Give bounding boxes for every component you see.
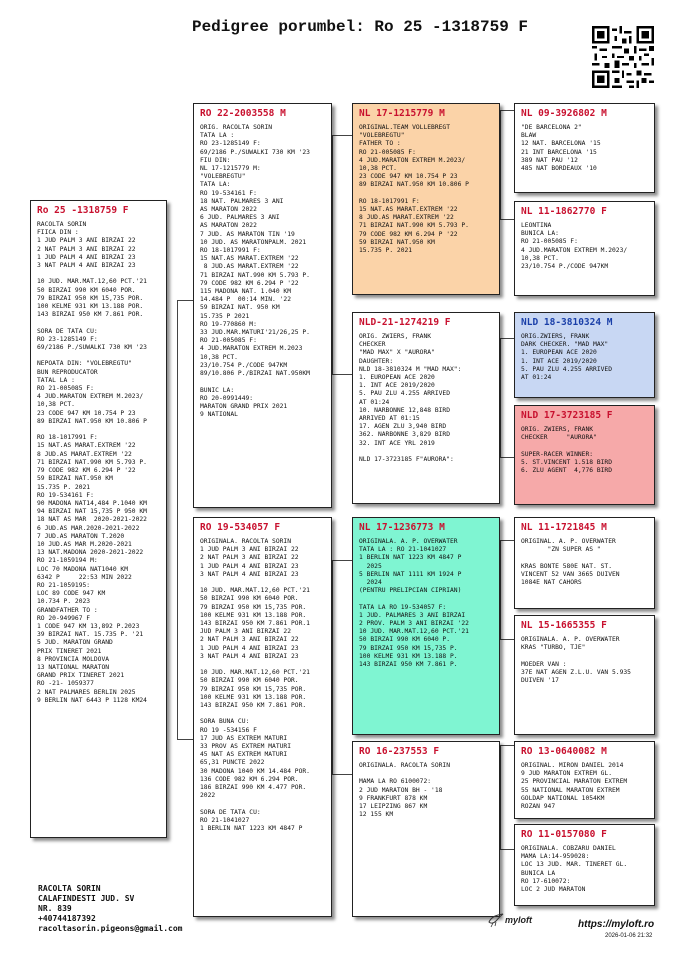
card-sire-dam[interactable] <box>352 312 500 504</box>
ring-number: NLD 18-3810324 M <box>521 317 613 328</box>
ring-number: NL 11-1721845 M <box>521 522 607 533</box>
card-sds[interactable] <box>514 312 655 398</box>
print-date: 2026-01-06 21:32 <box>605 933 653 939</box>
ring-number: RO 16-237553 F <box>359 746 440 757</box>
ring-number: RO 22-2003558 M <box>200 108 286 119</box>
website-link[interactable]: https://myloft.ro <box>578 919 655 930</box>
card-text: ORIG.ZWIERS, FRANK DARK CHECKER. "MAD MAX" 1. EUROPEAN ACE 2020 1. INT ACE 2019/2020 5. PAU ZLU 4.255 ARRIVED AT 01:24 <box>521 333 612 382</box>
card-dam[interactable] <box>193 517 332 917</box>
ring-number: NL 11-1862770 F <box>521 206 607 217</box>
ring-number: RO 19-534057 F <box>200 522 281 533</box>
connector-dam <box>332 560 352 775</box>
connector-sire <box>332 135 352 375</box>
card-text: ORIGINALA. A. P. OVERWATER KRAS "TURBO, TJE" MOEDER VAN : 37E NAT AGEN Z.L.U. VAN 5.935 DUIVEN '17 <box>521 636 631 685</box>
card-dsd[interactable] <box>514 615 655 735</box>
card-dam-sire[interactable] <box>352 517 500 735</box>
ring-number: NL 17-1236773 M <box>359 522 445 533</box>
connector-sd <box>500 338 514 458</box>
card-text: ORIG. RACOLTA SORIN TATA LA : RO 23-1285149 F: 69/2186 P./SUWALKI 730 KM '23 FIU DIN: NL 17-1215779 M: "VOLEBREGTU" TATA LA: RO 19-534161 F: 18 NAT. PALMARES 3 ANI AS MARATON 2022 6 JUD. PALMARES 3 ANI AS MARATON 2022 7 JUD. AS MARATON TIN '19 10 JUD. AS MARATONPALM. 2021 RO 18-1017991 F: 15 NAT.AS MARAT.EXTREM '22 8 JUD.AS MARAT.EXTREM '22 71 BIRZAI NAT.990 KM 5.793 P. 79 CODE 982 KM 6.294 P '22 115 MADONA NAT. 1.040 KM 14.484 P 00:14 MIN. '22 59 BIRZAI NAT. 950 KM 15.735 P 2021 RO 19-770860 M: 33 JUD.MAR.MATURI'21/26,25 P. RO 21-005085 F: 4 JUD.MARATON EXTREM M.2023 10,38 PCT. 23/10.754 P./CODE 947KM 89/10.806 P./BIRZAI NAT.950KM BUNIC LA: RO 20-0991449: MARATON GRAND PRIX 2021 9 NATIONAL <box>200 124 310 419</box>
card-text: ORIGINAL. A. P. OVERWATER "ZN SUPER AS " KRAS BONTE 580E NAT. ST. VINCENT 52 VAN 3665 DUIVEN 1084E NAT CAHORS <box>521 538 620 587</box>
ring-number: RO 11-0157080 F <box>521 829 607 840</box>
qr-code-icon <box>592 26 654 88</box>
card-dam-dam[interactable] <box>352 741 500 917</box>
myloft-logo: myloft <box>505 915 532 925</box>
card-text: ORIGINALA. RACOLTA SORIN 1 JUD PALM 3 ANI BIRZAI 22 2 NAT PALM 3 ANI BIRZAI 22 1 JUD PALM 4 ANI BIRZAI 23 3 NAT PALM 4 ANI BIRZAI 23 10 JUD. MAR.MAT.12,60 PCT.'21 50 BIRZAI 990 KM 6040 POR. 79 BIRZAI 950 KM 15,735 POR. 100 KELME 931 KM 13.188 POR. 143 BIRZAI 950 KM 7.861 POR.1 JUD PALM 3 ANI BIRZAI 22 2 NAT PALM 3 ANI BIRZAI 22 1 JUD PALM 4 ANI BIRZAI 23 3 NAT PALM 4 ANI BIRZAI 23 10 JUD. MAR.MAT.12,60 PCT.'21 50 BIRZAI 990 KM 6040 POR. 79 BIRZAI 950 KM 15,735 POR. 100 KELME 931 KM 13.188 POR. 143 BIRZAI 950 KM 7.861 POR. SORA BUNA CU: RO 19 -534156 F 17 JUD AS EXTREM MATURI 33 PROV AS EXTREM MATURI 45 NAT AS EXTREM MATURI 65,31 PUNCTE 2022 30 MADONA 1040 KM 14.484 POR. 136 CODE 982 KM 6.294 POR. 186 BIRZAI 990 KM 4.477 POR. 2022 SORA DE TATA CU: RO 21-1041027 1 BERLIN NAT 1223 KM 4847 P <box>200 538 310 833</box>
card-text: RACOLTA SORIN FIICA DIN : 1 JUD PALM 3 ANI BIRZAI 22 2 NAT PALM 3 ANI BIRZAI 22 1 JUD PALM 4 ANI BIRZAI 23 3 NAT PALM 4 ANI BIRZAI 23 10 JUD. MAR.MAT.12,60 PCT.'21 50 BIRZAI 990 KM 6040 POR. 79 BIRZAI 950 KM 15,735 POR. 100 KELME 931 KM 13.188 POR. 143 BIRZAI 950 KM 7.861 POR. SORA DE TATA CU: RO 23-1285149 F: 69/2186 P./SUWALKI 730 KM '23 NEPOATA DIN: "VOLEBREGTU" BUN REPRODUCATOR TATAL LA : RO 21-005085 F: 4 JUD.MARATON EXTREM M.2023/ 10,38 PCT. 23 CODE 947 KM 10.754 P 23 89 BIRZAI NAT.950 KM 10.806 P RO 18-1017991 F: 15 NAT.AS MARAT.EXTREM '22 8 JUD.AS MARAT.EXTREM '22 71 BIRZAI NAT.990 KM 5.793 P. 79 CODE 982 KM 6.294 P '22 59 BIRZAI NAT.950 KM 15.735 P. 2021 RO 19-534161 F: 90 MADONA NAT14,484 P.1040 KM 94 BIRZAI NAT 15,735 P 950 KM 18 NAT AS MAR 2020-2021-2022 6 JUD.AS MAR.2020-2021-2022 7 JUD.AS MARATON T.2020 10 JUD.AS MAR M.2020-2021 13 NAT.MADONA 2020-2021-2022 RO 21-1059194 M: LOC 70 MADONA NAT1040 KM 6342 P 22:53 MIN 2022 RO 21-1059195: LOC 89 CODE 947 KM 10.734 P. 2023 GRANDFATHER TO : RO 20-949967 F 1 CODE 947 KM 13,892 P.2023 39 BIRZAI NAT. 15.735 P. '21 5 JUD. MARATON GRAND PRIX TINERET 2021 8 PROVINCIA MOLDOVA 13 NATIONAL MARATON GRAND PRIX TINERET 2021 RO -21- 1059377 2 NAT PALMARES BERLIN 2025 9 BERLIN NAT 6443 P 1128 KM24 <box>37 221 147 704</box>
card-subject[interactable] <box>30 200 167 838</box>
card-dss[interactable] <box>514 517 655 609</box>
card-text: ORIGINALA. A. P. OVERWATER TATA LA : RO 21-1041027 1 BERLIN NAT 1223 KM 4847 P 2025 5 BERLIN NAT 1111 KM 1924 P 2024 (PENTRU PRELIPCIAN CIPRIAN) TATA LA RO 19-534057 F: 1 JUD. PALMARES 3 ANI BIRZAI 2 PROV. PALM 3 ANI BIRZAI '22 10 JUD. MAR.MAT.12,60 PCT.'21 50 BIRZAI 990 KM 6040 P. 79 BIRZAI 950 KM 15,735 P. 100 KELME 931 KM 13.188 P. 143 BIRZAI 950 KM 7.861 P. <box>359 538 469 669</box>
breeder-info: RACOLTA SORIN CALAFINDESTI JUD. SV NR. 839 +40744187392 racoltasorin.pigeons@gmail.com <box>38 884 183 933</box>
card-text: ORIGINAL. MIRON DANIEL 2014 9 JUD MARATON EXTREM GL. 25 PROVINCIAL MARATON EXTREM 55 NATIONAL MARATON EXTREM GOLDAP NATIONAL 1054KM ROZAN 947 <box>521 762 628 811</box>
ring-number: Ro 25 -1318759 F <box>37 205 129 216</box>
card-text: ORIGINALA. RACOLTA SORIN MAMA LA RO 6100072: 2 JUD MARATON BH - '18 9 FRANKFURT 878 KM 17 LEIPZING 867 KM 12 155 KM <box>359 762 450 819</box>
card-text: ORIG. ZWIERS, FRANK CHECKER "AURORA" SUPER-RACER WINNER: 5. ST.VINCENT 1.518 BIRD 6. ZLU AGENT 4,776 BIRD <box>521 426 612 475</box>
connector-subject <box>177 300 193 740</box>
page-title: Pedigree porumbel: Ro 25 -1318759 F <box>191 18 529 36</box>
card-text: LEONTINA BUNICA LA: RO 21-005085 F: 4 JUD.MARATON EXTREM M.2023/ 10,38 PCT. 23/10.754 P./CODE 947KM <box>521 222 628 271</box>
card-sire-sire[interactable] <box>352 103 500 295</box>
card-sss[interactable] <box>514 103 655 193</box>
card-ddd[interactable] <box>514 824 655 906</box>
ring-number: NLD-21-1274219 F <box>359 317 451 328</box>
card-dds[interactable] <box>514 741 655 819</box>
ring-number: NLD 17-3723185 F <box>521 410 613 421</box>
card-text: ORIG. ZWIERS, FRANK CHECKER "MAD MAX" X "AURORA" DAUGHTER: NLD 18-3810324 M "MAD MAX": 1. EUROPEAN ACE 2020 1. INT ACE 2019/2020 5. PAU ZLU 4.255 ARRIVED AT 01:24 10. NARBONNE 12,848 BIRD ARRIVED AT 01:15 17. AGEN ZLU 3,940 BIRD 362. NARBONNE 3,829 BIRD 32. INT ACE YRL 2019 NLD 17-3723185 F"AURORA": <box>359 333 462 464</box>
ring-number: NL 17-1215779 M <box>359 108 445 119</box>
connector-ds <box>500 540 514 640</box>
card-sdd[interactable] <box>514 405 655 505</box>
card-text: ORIGINAL.TEAM VOLLEBREGT "VOLEBREGTU" FATHER TO : RO 21-005085 F: 4 JUD.MARATON EXTREM M.2023/ 10,38 PCT. 23 CODE 947 KM 10.754 P 23 89 BIRZAI NAT.950 KM 10.806 P RO 18-1017991 F: 15 NAT.AS MARAT.EXTREM '22 8 JUD.AS MARAT.EXTREM '22 71 BIRZAI NAT.990 KM 5.793 P. 79 CODE 982 KM 6.294 P '22 59 BIRZAI NAT.950 KM 15.735 P. 2021 <box>359 124 469 255</box>
ring-number: NL 09-3926802 M <box>521 108 607 119</box>
card-text: ORIGINALA. COBZARU DANIEL MAMA LA:14-959028: LOC 13 JUD. MAR. TINERET GL. BUNICA LA RO 17-610072: LOC 2 JUD MARATON <box>521 845 628 894</box>
ring-number: RO 13-0640082 M <box>521 746 607 757</box>
ring-number: NL 15-1665355 F <box>521 620 607 631</box>
card-sire[interactable] <box>193 103 332 508</box>
card-ssd[interactable] <box>514 201 655 296</box>
connector-dd <box>500 745 514 850</box>
pigeon-logo-icon <box>487 912 505 928</box>
card-text: "DE BARCELONA 2" BLAW 12 NAT. BARCELONA '15 21 INT BARCELONA '15 389 NAT PAU '12 485 NAT BORDEAUX '10 <box>521 124 601 173</box>
connector-ss <box>500 110 514 220</box>
